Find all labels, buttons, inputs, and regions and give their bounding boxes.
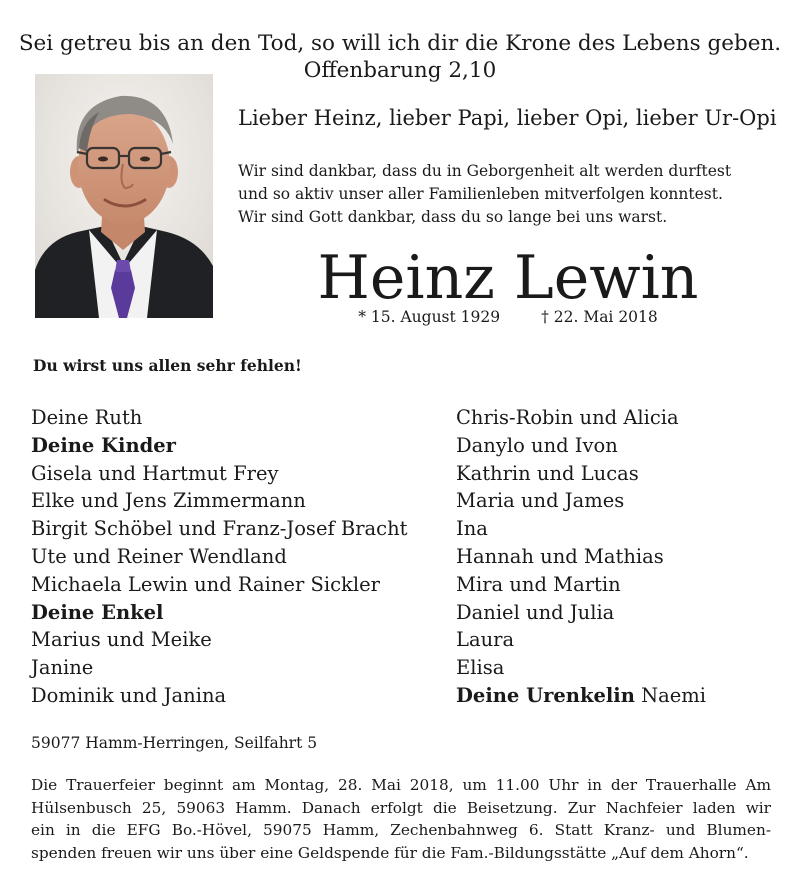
thanks-line: Wir sind Gott dankbar, dass du so lange bei uns warst. (238, 208, 668, 226)
mourner-group-heading: Deine Kinder (31, 433, 176, 457)
mourner-name: Naemi (634, 683, 707, 707)
mourner-name: Elke und Jens Zimmermann (31, 489, 306, 513)
mourner-group-heading: Deine Urenkelin (456, 683, 635, 707)
mourners-right-column (456, 404, 706, 710)
mourner-name: Maria und James (456, 489, 625, 513)
mourner-name: Gisela und Hartmut Frey (31, 461, 279, 485)
mourner-line (456, 515, 706, 543)
mourner-line (456, 487, 706, 515)
mourner-name: Ina (456, 517, 488, 541)
mourner-name: Chris-Robin und Alicia (456, 406, 679, 429)
mourner-line (31, 543, 408, 571)
birth-date: * 15. August 1929 (358, 308, 501, 326)
mourner-line (31, 599, 408, 627)
mourner-name: Daniel und Julia (456, 600, 615, 624)
mourner-name: Danylo und Ivon (456, 433, 618, 457)
mourner-line (31, 515, 408, 543)
mourner-line (31, 682, 408, 710)
mourner-name: Ute und Reiner Wendland (31, 544, 287, 568)
mourner-line (31, 654, 408, 682)
greeting: Lieber Heinz, lieber Papi, lieber Opi, lieber Ur-Opi (238, 106, 777, 130)
mourner-line (456, 543, 706, 571)
missed-line: Du wirst uns allen sehr fehlen! (33, 356, 302, 375)
funeral-line: ein in die EFG Bo.-Hövel, 59075 Hamm, Zechenbahnweg 6. Statt Kranz- und Blumen- (31, 821, 771, 839)
mourner-name: Mira und Martin (456, 572, 621, 596)
family-address: 59077 Hamm-Herringen, Seilfahrt 5 (31, 734, 318, 752)
mourner-name: Elisa (456, 656, 505, 680)
mourner-name: Laura (456, 628, 515, 652)
mourner-name: Marius und Meike (31, 628, 212, 652)
portrait-photo (35, 74, 213, 318)
life-dates (238, 306, 778, 328)
thanks-line: und so aktiv unser aller Familienleben mitverfolgen konntest. (238, 185, 723, 203)
mourner-group-heading: Deine Enkel (31, 600, 164, 624)
mourner-line (456, 626, 706, 654)
mourner-name: Dominik und Janina (31, 683, 227, 707)
funeral-notice (31, 774, 771, 864)
mourner-name: Hannah und Mathias (456, 544, 664, 568)
mourner-line (456, 682, 706, 710)
deceased-name: Heinz Lewin (317, 243, 699, 313)
mourner-line (31, 487, 408, 515)
mourner-line (31, 432, 408, 460)
mourner-line (31, 404, 408, 432)
funeral-line: spenden freuen wir uns über eine Geldspende für die Fam.-Bildungsstätte „Auf dem Ahorn“. (31, 843, 749, 862)
mourner-line (456, 460, 706, 488)
mourner-name: Michaela Lewin und Rainer Sickler (31, 572, 380, 596)
thanks-line: Wir sind dankbar, dass du in Geborgenheit alt werden durftest (238, 162, 732, 180)
mourner-line (456, 432, 706, 460)
mourner-name: Deine Ruth (31, 406, 143, 429)
mourner-line (31, 460, 408, 488)
mourner-name: Kathrin und Lucas (456, 461, 639, 485)
mourners-left-column (31, 404, 408, 710)
mourner-line (456, 404, 706, 432)
funeral-line: Die Trauerfeier beginnt am Montag, 28. Mai 2018, um 11.00 Uhr in der Trauerhalle Am (31, 776, 771, 794)
mourner-name: Janine (31, 656, 94, 680)
verse-text: Sei getreu bis an den Tod, so will ich dir die Krone des Lebens geben. (18, 31, 782, 56)
mourner-line (456, 654, 706, 682)
thanks-paragraph (238, 160, 731, 229)
portrait-illustration (35, 74, 213, 318)
funeral-line: Hülsenbusch 25, 59063 Hamm. Danach erfolgt die Beisetzung. Zur Nachfeier laden wir (31, 798, 771, 817)
mourner-line (31, 571, 408, 599)
verse-reference: Offenbarung 2,10 (303, 58, 497, 83)
mourner-line (456, 599, 706, 627)
death-date: † 22. Mai 2018 (541, 308, 658, 326)
mourner-line (456, 571, 706, 599)
mourner-name: Birgit Schöbel und Franz-Josef Bracht (31, 517, 408, 541)
mourner-line (31, 626, 408, 654)
